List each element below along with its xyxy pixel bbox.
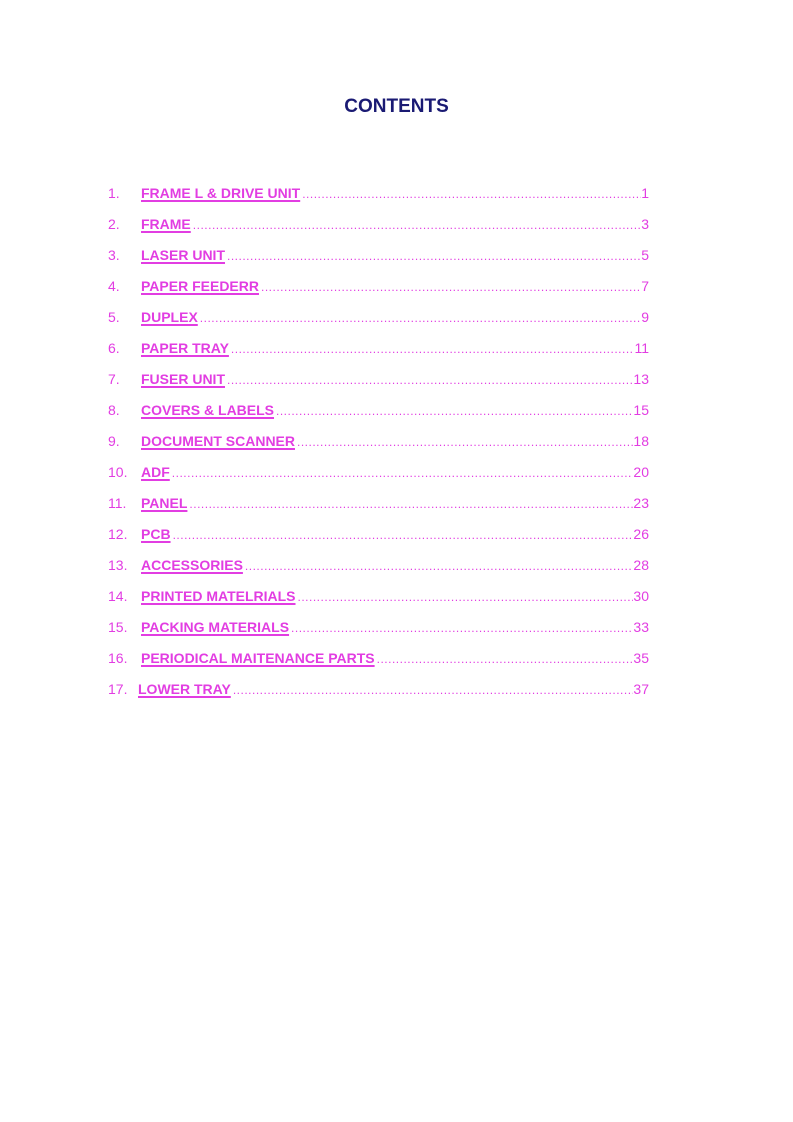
toc-entry-duplex [108, 304, 649, 335]
toc-entry-link[interactable]: PAPER FEEDERR [141, 278, 259, 294]
toc-entry-number: 8. [108, 402, 120, 418]
toc-entry-number: 4. [108, 278, 120, 294]
toc-entry-page: 33 [633, 619, 649, 635]
toc-entry-link[interactable]: LASER UNIT [141, 247, 225, 263]
page-title: CONTENTS [344, 96, 449, 117]
toc-entry-frame [108, 211, 649, 242]
toc-entry-panel [108, 490, 649, 521]
toc-dot-leader [274, 398, 633, 424]
toc-entry-periodical-maintenance-parts [108, 645, 649, 676]
toc-dot-leader [289, 615, 633, 641]
toc-entry-number: 16. [108, 650, 128, 666]
toc-dot-leader [198, 305, 641, 331]
toc-entry-page: 20 [633, 464, 649, 480]
toc-entry-number: 1. [108, 185, 120, 201]
toc-entry-covers-labels [108, 397, 649, 428]
toc-entry-link[interactable]: DUPLEX [141, 309, 198, 325]
toc-entry-link[interactable]: COVERS & LABELS [141, 402, 275, 418]
toc-entry-printed-materials [108, 583, 649, 614]
toc-entry-page: 28 [633, 557, 649, 573]
toc-entry-lower-tray [108, 676, 649, 707]
toc-dot-leader [225, 243, 641, 269]
toc-dot-leader [296, 584, 634, 610]
toc-entry-link[interactable]: DOCUMENT SCANNER [141, 433, 295, 449]
toc-entry-number: 14. [108, 588, 128, 604]
toc-entry-page: 35 [633, 650, 649, 666]
toc-entry-accessories [108, 552, 649, 583]
toc-dot-leader [300, 181, 641, 207]
toc-dot-leader [191, 212, 641, 238]
toc-dot-leader [225, 367, 633, 393]
table-of-contents [108, 180, 649, 707]
toc-entry-number: 2. [108, 216, 120, 232]
toc-entry-page: 1 [641, 185, 649, 201]
toc-entry-link[interactable]: ADF [141, 464, 170, 480]
toc-entry-page: 11 [634, 340, 649, 356]
toc-dot-leader [170, 460, 634, 486]
toc-entry-link[interactable]: PAPER TRAY [141, 340, 229, 356]
toc-entry-number: 5. [108, 309, 120, 325]
toc-entry-link[interactable]: FRAME L & DRIVE UNIT [141, 185, 301, 201]
toc-entry-number: 12. [108, 526, 128, 542]
toc-dot-leader [259, 274, 641, 300]
toc-entry-number: 13. [108, 557, 128, 573]
toc-entry-page: 9 [641, 309, 649, 325]
toc-dot-leader [375, 646, 634, 672]
toc-entry-adf [108, 459, 649, 490]
toc-entry-link[interactable]: FRAME [141, 216, 191, 232]
toc-entry-paper-feeder [108, 273, 649, 304]
toc-entry-link[interactable]: PERIODICAL MAITENANCE PARTS [141, 650, 375, 666]
toc-dot-leader [231, 677, 634, 703]
toc-entry-frame-l-drive-unit [108, 180, 649, 211]
toc-entry-page: 7 [641, 278, 649, 294]
toc-entry-link[interactable]: FUSER UNIT [141, 371, 225, 387]
toc-dot-leader [243, 553, 634, 579]
toc-entry-page: 13 [633, 371, 649, 387]
toc-entry-link[interactable]: ACCESSORIES [141, 557, 243, 573]
toc-entry-link[interactable]: LOWER TRAY [138, 681, 231, 697]
toc-entry-number: 15. [108, 619, 128, 635]
toc-entry-packing-materials [108, 614, 649, 645]
toc-entry-link[interactable]: PRINTED MATELRIALS [141, 588, 296, 604]
toc-entry-page: 23 [633, 495, 649, 511]
toc-dot-leader [187, 491, 633, 517]
toc-entry-page: 15 [633, 402, 649, 418]
toc-entry-paper-tray [108, 335, 649, 366]
toc-entry-link[interactable]: PCB [141, 526, 171, 542]
toc-entry-pcb [108, 521, 649, 552]
toc-entry-page: 30 [633, 588, 649, 604]
toc-entry-page: 26 [633, 526, 649, 542]
toc-dot-leader [171, 522, 634, 548]
toc-entry-number: 10. [108, 464, 128, 480]
toc-entry-page: 3 [641, 216, 649, 232]
toc-entry-number: 6. [108, 340, 120, 356]
toc-entry-fuser-unit [108, 366, 649, 397]
toc-entry-number: 7. [108, 371, 120, 387]
toc-entry-page: 5 [641, 247, 649, 263]
toc-dot-leader [229, 336, 635, 362]
toc-entry-laser-unit [108, 242, 649, 273]
toc-entry-link[interactable]: PACKING MATERIALS [141, 619, 290, 635]
toc-entry-number: 17. [108, 681, 128, 697]
toc-entry-link[interactable]: PANEL [141, 495, 188, 511]
toc-entry-page: 37 [633, 681, 649, 697]
toc-entry-document-scanner [108, 428, 649, 459]
toc-entry-number: 11. [108, 495, 127, 511]
toc-entry-number: 3. [108, 247, 120, 263]
toc-dot-leader [295, 429, 633, 455]
toc-entry-number: 9. [108, 433, 120, 449]
toc-entry-page: 18 [633, 433, 649, 449]
